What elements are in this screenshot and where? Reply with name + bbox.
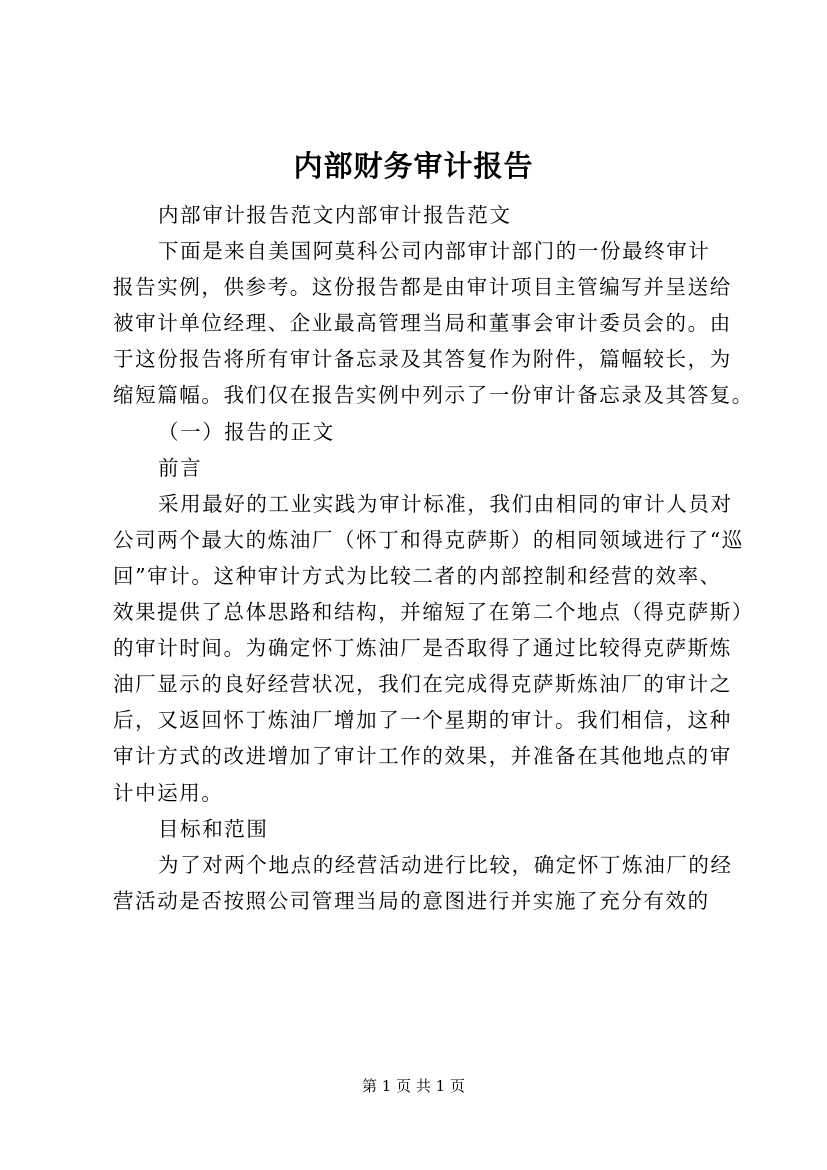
paragraph-line: 于这份报告将所有审计备忘录及其答复作为附件，篇幅较长，为 — [113, 347, 732, 372]
section-heading: 前言 — [158, 455, 203, 480]
paragraph-line: 计中运用。 — [113, 780, 224, 805]
document-body — [113, 197, 754, 919]
paragraph-line: 的审计时间。为确定怀丁炼油厂是否取得了通过比较得克萨斯炼 — [113, 636, 732, 661]
paragraph-line: 缩短篇幅。我们仅在报告实例中列示了一份审计备忘录及其答复。 — [113, 383, 754, 408]
paragraph-line: 为了对两个地点的经营活动进行比较，确定怀丁炼油厂的经 — [158, 852, 733, 877]
section-heading: 目标和范围 — [158, 816, 269, 841]
document-title: 内部财务审计报告 — [293, 149, 534, 183]
paragraph-line: 内部审计报告范文内部审计报告范文 — [158, 203, 512, 227]
page-footer: 第 1 页 共 1 页 — [362, 1077, 465, 1095]
paragraph-line: 油厂显示的良好经营状况，我们在完成得克萨斯炼油厂的审计之 — [113, 672, 732, 697]
paragraph-line: 报告实例，供参考。这份报告都是由审计项目主管编写并呈送给 — [113, 275, 732, 300]
paragraph-line: 效果提供了总体思路和结构，并缩短了在第二个地点（得克萨斯） — [113, 600, 754, 625]
paragraph-line: 公司两个最大的炼油厂（怀丁和得克萨斯）的相同领域进行了“巡 — [113, 527, 744, 552]
paragraph-line: 营活动是否按照公司管理当局的意图进行并实施了充分有效的 — [113, 888, 710, 913]
paragraph-line: 下面是来自美国阿莫科公司内部审计部门的一份最终审计 — [158, 239, 711, 264]
paragraph-line: 采用最好的工业实践为审计标准，我们由相同的审计人员对 — [158, 491, 733, 516]
paragraph-line: 后，又返回怀丁炼油厂增加了一个星期的审计。我们相信，这种 — [113, 708, 732, 733]
paragraph-line: 被审计单位经理、企业最高管理当局和董事会审计委员会的。由 — [113, 311, 732, 336]
paragraph-line: 回”审计。这种审计方式为比较二者的内部控制和经营的效率、 — [113, 563, 722, 588]
section-heading: （一）报告的正文 — [158, 419, 335, 444]
paragraph-line: 审计方式的改进增加了审计工作的效果，并准备在其他地点的审 — [113, 744, 732, 769]
